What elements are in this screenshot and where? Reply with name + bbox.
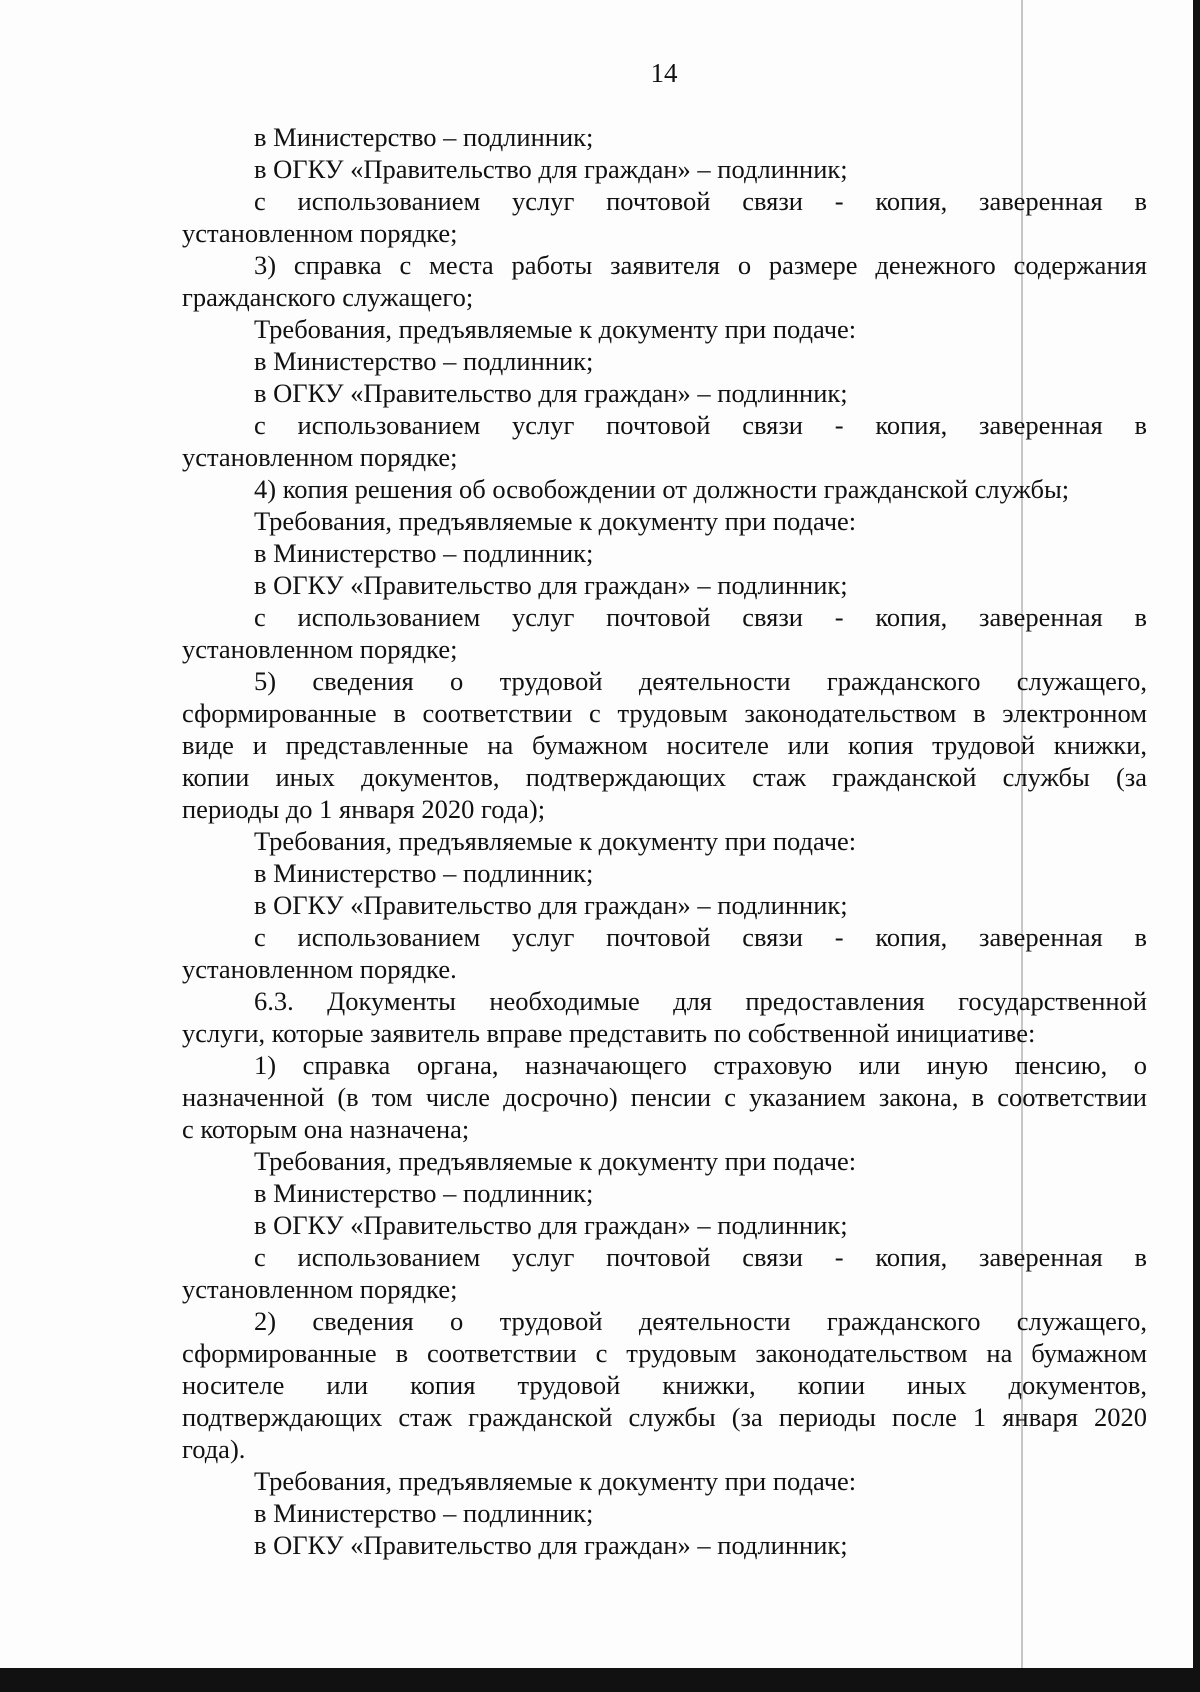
text-line: в ОГКУ «Правительство для граждан» – подлинник; (254, 1210, 848, 1240)
text-line: установленном порядке; (182, 1274, 458, 1304)
text-line: в Министерство – подлинник; (254, 858, 594, 888)
text-line: подтверждающих стаж гражданской службы (за периоды после 1 января 2020 (182, 1402, 1147, 1432)
text-line: 5) сведения о трудовой деятельности гражданского служащего, (254, 666, 1147, 696)
text-line: Требования, предъявляемые к документу при подаче: (254, 1466, 857, 1496)
text-line: Требования, предъявляемые к документу при подаче: (254, 826, 857, 856)
text-line: назначенной (в том числе досрочно) пенсии с указанием закона, в соответствии (182, 1082, 1147, 1112)
text-line: установленном порядке; (182, 218, 458, 248)
text-line: в ОГКУ «Правительство для граждан» – подлинник; (254, 570, 848, 600)
text-line: в Министерство – подлинник; (254, 1178, 594, 1208)
text-line: в ОГКУ «Правительство для граждан» – подлинник; (254, 1530, 848, 1560)
text-line: услуги, которые заявитель вправе представить по собственной инициативе: (182, 1018, 1036, 1048)
text-line: в Министерство – подлинник; (254, 122, 594, 152)
text-line: года). (182, 1434, 246, 1464)
text-line: в ОГКУ «Правительство для граждан» – подлинник; (254, 154, 848, 184)
text-line: виде и представленные на бумажном носителе или копия трудовой книжки, (182, 730, 1147, 760)
text-line: Требования, предъявляемые к документу при подаче: (254, 506, 857, 536)
scan-edge-bottom (0, 1668, 1200, 1692)
text-line: носителе или копия трудовой книжки, копии иных документов, (182, 1370, 1147, 1400)
text-line: с использованием услуг почтовой связи - копия, заверенная в (254, 410, 1147, 440)
text-line: в ОГКУ «Правительство для граждан» – подлинник; (254, 378, 848, 408)
page-number: 14 (650, 58, 678, 88)
text-line: 2) сведения о трудовой деятельности гражданского служащего, (254, 1306, 1147, 1336)
text-line: периоды до 1 января 2020 года); (182, 794, 546, 824)
text-line: с использованием услуг почтовой связи - копия, заверенная в (254, 186, 1147, 216)
document-body (182, 121, 1147, 1561)
text-line: 6.3. Документы необходимые для предоставления государственной (254, 986, 1147, 1016)
text-line: гражданского служащего; (182, 282, 474, 312)
text-line: в Министерство – подлинник; (254, 538, 594, 568)
text-line: с использованием услуг почтовой связи - копия, заверенная в (254, 602, 1147, 632)
text-line: сформированные в соответствии с трудовым законодательством в электронном (182, 698, 1147, 728)
scan-edge-right (1193, 0, 1200, 1692)
text-line: Требования, предъявляемые к документу при подаче: (254, 314, 857, 344)
text-line: 3) справка с места работы заявителя о размере денежного содержания (254, 250, 1147, 280)
text-line: установленном порядке. (182, 954, 457, 984)
text-line: Требования, предъявляемые к документу при подаче: (254, 1146, 857, 1176)
text-line: сформированные в соответствии с трудовым законодательством на бумажном (182, 1338, 1147, 1368)
text-line: установленном порядке; (182, 634, 458, 664)
text-line: с которым она назначена; (182, 1114, 470, 1144)
text-line: копии иных документов, подтверждающих стаж гражданской службы (за (182, 762, 1147, 792)
text-line: в ОГКУ «Правительство для граждан» – подлинник; (254, 890, 848, 920)
text-line: 1) справка органа, назначающего страховую или иную пенсию, о (254, 1050, 1147, 1080)
text-line: с использованием услуг почтовой связи - копия, заверенная в (254, 922, 1147, 952)
text-line: в Министерство – подлинник; (254, 346, 594, 376)
text-line: с использованием услуг почтовой связи - копия, заверенная в (254, 1242, 1147, 1272)
text-line: в Министерство – подлинник; (254, 1498, 594, 1528)
text-line: установленном порядке; (182, 442, 458, 472)
text-line: 4) копия решения об освобождении от должности гражданской службы; (254, 474, 1070, 504)
